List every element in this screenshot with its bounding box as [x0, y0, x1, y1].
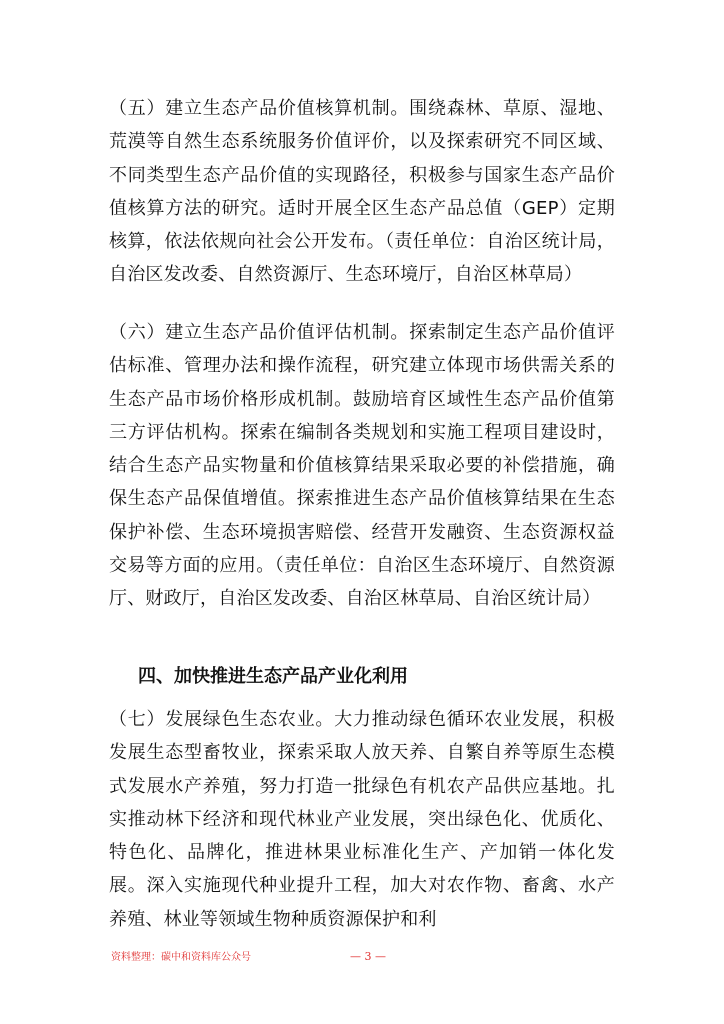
paragraph-6: （六）建立生态产品价值评估机制。探索制定生态产品价值评估标准、管理办法和操作流程，研究建立体现市场供需关系的生态产品市场价格形成机制。鼓励培育区域性生态产品价值第三方评估机构。探索在编制各类规划和实施工程项目建设时，结合生态产品实物量和价值核算结果采取必要的补偿措施，确保生态产品保值增值。探索推进生态产品价值核算结果在生态保护补偿、生态环境损害赔偿、经营开发融资、生态资源权益交易等方面的应用。（责任单位：自治区生态环境厅、自然资源厅、财政厅，自治区发改委、自治区林草局、自治区统计局） [109, 322, 615, 610]
section-heading-4: 四、加快推进生态产品产业化利用 [138, 666, 408, 687]
footer-source: 资料整理：碳中和资料库公众号 [111, 952, 251, 963]
paragraph-7: （七）发展绿色生态农业。大力推动绿色循环农业发展，积极发展生态型畜牧业，探索采取人放天养、自繁自养等原生态模式发展水产养殖，努力打造一批绿色有机农产品供应基地。扎实推动林下经济和现代林业产业发展，突出绿色化、优质化、特色化、品牌化，推进林果业标准化生产、产加销一体化发展。深入实施现代种业提升工程，加大对农作物、畜禽、水产养殖、林业等领域生物种质资源保护和利 [109, 709, 615, 930]
paragraph-5: （五）建立生态产品价值核算机制。围绕森林、草原、湿地、荒漠等自然生态系统服务价值评价，以及探索研究不同区域、不同类型生态产品价值的实现路径，积极参与国家生态产品价值核算方法的研究。适时开展全区生态产品总值（GEP）定期核算，依法依规向社会公开发布。（责任单位：自治区统计局，自治区发改委、自然资源厅、生态环境厅，自治区林草局） [109, 98, 615, 286]
page-number: — 3 — [350, 950, 386, 963]
